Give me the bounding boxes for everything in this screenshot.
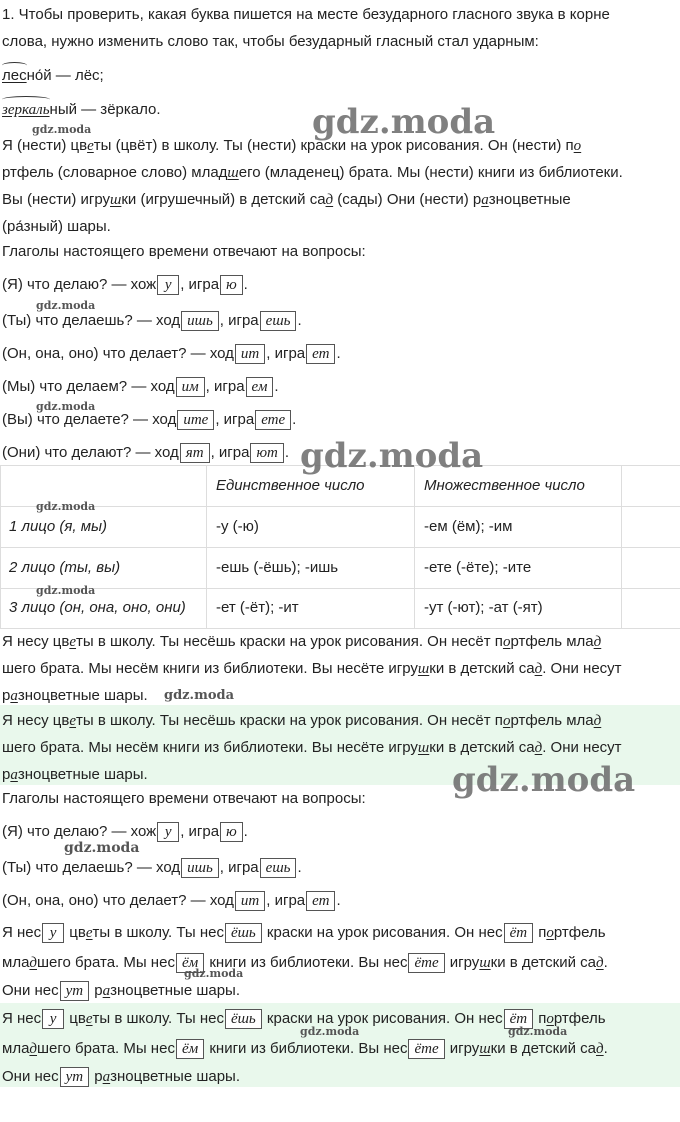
watermark-small: gdz.moda (36, 500, 96, 513)
watermark-small: gdz.moda (32, 123, 92, 136)
table-cell: -ет (-ёт); -ит (216, 599, 299, 616)
para3-line-2: младшего брата. Мы нес ём книги из библиотеки. Вы нес ёте игрушки в детский сад. (2, 954, 608, 972)
example-2: зеркальный — зёркало. (2, 100, 680, 120)
para3-line-1: Я нес у цветы в школу. Ты нес ёшь краски на урок рисования. Он нес ёт портфель (2, 924, 606, 942)
para2-line-2: шего брата. Мы несём книги из библиотеки. Вы несёте игрушки в детский сад. Они несут (2, 660, 622, 677)
watermark-logo: gdz.moda (312, 102, 496, 142)
verb-row: (Ты) что делаешь? — ход ишь , игра ешь . (2, 312, 302, 330)
verb-row: (Я) что делаю? — хож у , игра ю . (2, 823, 248, 841)
example-1: лесно́й — лёс; (2, 66, 680, 86)
para2-hl-line-3: разноцветные шары. (2, 766, 148, 783)
para2-hl-line-2: шего брата. Мы несём книги из библиотеки. Вы несёте игрушки в детский сад. Они несут (2, 739, 622, 756)
watermark-small: gdz.moda (508, 1025, 568, 1038)
table-rule (0, 588, 680, 589)
watermark-logo: gdz.moda (452, 760, 636, 800)
root-zerkalny: зеркаль (2, 101, 50, 118)
verb-row: (Ты) что делаешь? — ход ишь , игра ешь . (2, 859, 302, 877)
para1-line-4: (ра́зный) шары. (2, 218, 111, 235)
table-row-label: 3 лицо (он, она, оно, они) (9, 599, 186, 616)
verb-row: (Он, она, оно) что делает? — ход ит , игра ет . (2, 345, 341, 363)
intro-line-2: слова, нужно изменить слово так, чтобы безударный гласный стал ударным: (2, 33, 539, 50)
table-header-plural: Множественное число (424, 477, 585, 494)
table-row-label: 1 лицо (я, мы) (9, 518, 108, 535)
table-vrule (206, 465, 207, 628)
table-cell: -у (-ю) (216, 518, 259, 535)
para1-line-1: Я (нести) цветы (цвёт) в школу. Ты (нести) краски на урок рисования. Он (нести) по (2, 137, 582, 154)
para2-line-1: Я несу цветы в школу. Ты несёшь краски на урок рисования. Он несёт портфель млад (2, 633, 602, 650)
watermark-small: gdz.moda (300, 1025, 360, 1038)
table-header-singular: Единственное число (216, 477, 365, 494)
verb-row: (Мы) что делаем? — ход им , игра ем . (2, 378, 279, 396)
verb-row: (Вы) что делаете? — ход ите , игра ете . (2, 411, 297, 429)
watermark-small: gdz.moda (64, 840, 140, 856)
table-cell: -ем (ём); -им (424, 518, 513, 535)
watermark-small: gdz.moda (36, 299, 96, 312)
table-rule (0, 547, 680, 548)
table-vrule (621, 465, 622, 628)
table-rule (0, 628, 680, 629)
verbs2-title: Глаголы настоящего времени отвечают на вопросы: (2, 790, 366, 807)
root-arc-icon (2, 96, 50, 103)
watermark-small: gdz.moda (36, 400, 96, 413)
verbs-title: Глаголы настоящего времени отвечают на вопросы: (2, 243, 366, 260)
table-row-label: 2 лицо (ты, вы) (9, 559, 121, 576)
intro-line-1: 1. Чтобы проверить, какая буква пишется на месте безударного гласного звука в корне (2, 6, 610, 23)
watermark-small: gdz.moda (36, 584, 96, 597)
verb-row: (Они) что делают? — ход ят , игра ют . (2, 444, 290, 462)
para3-hl-line-2: младшего брата. Мы нес ём книги из библиотеки. Вы нес ёте игрушки в детский сад. (2, 1040, 608, 1058)
table-vrule (0, 465, 1, 628)
para3-hl-line-1: Я нес у цветы в школу. Ты нес ёшь краски на урок рисования. Он нес ёт портфель (2, 1010, 606, 1028)
watermark-small: gdz.moda (184, 967, 244, 980)
table-cell: -ут (-ют); -ат (-ят) (424, 599, 543, 616)
table-cell: -ешь (-ёшь); -ишь (216, 559, 339, 576)
table-rule (0, 506, 680, 507)
para1-line-3: Вы (нести) игрушки (игрушечный) в детский сад (сады) Они (нести) разноцветные (2, 191, 571, 208)
table-vrule (414, 465, 415, 628)
verb-row: (Я) что делаю? — хож у , игра ю . (2, 276, 248, 294)
root-arc-icon (2, 62, 27, 69)
verb-row: (Он, она, оно) что делает? — ход ит , игра ет . (2, 892, 341, 910)
para3-line-3: Они нес ут разноцветные шары. (2, 982, 240, 1000)
para3-hl-line-3: Они нес ут разноцветные шары. (2, 1068, 240, 1086)
para2-line-3: разноцветные шары. (2, 687, 148, 704)
watermark-logo: gdz.moda (300, 436, 484, 476)
watermark-small: gdz.moda (164, 688, 235, 703)
para1-line-2: ртфель (словарное слово) младшего (младенец) брата. Мы (нести) книги из библиотеки. (2, 164, 623, 181)
para2-hl-line-1: Я несу цветы в школу. Ты несёшь краски на урок рисования. Он несёт портфель млад (2, 712, 602, 729)
table-cell: -ете (-ёте); -ите (424, 559, 532, 576)
root-lesnoy: лес (2, 67, 27, 84)
